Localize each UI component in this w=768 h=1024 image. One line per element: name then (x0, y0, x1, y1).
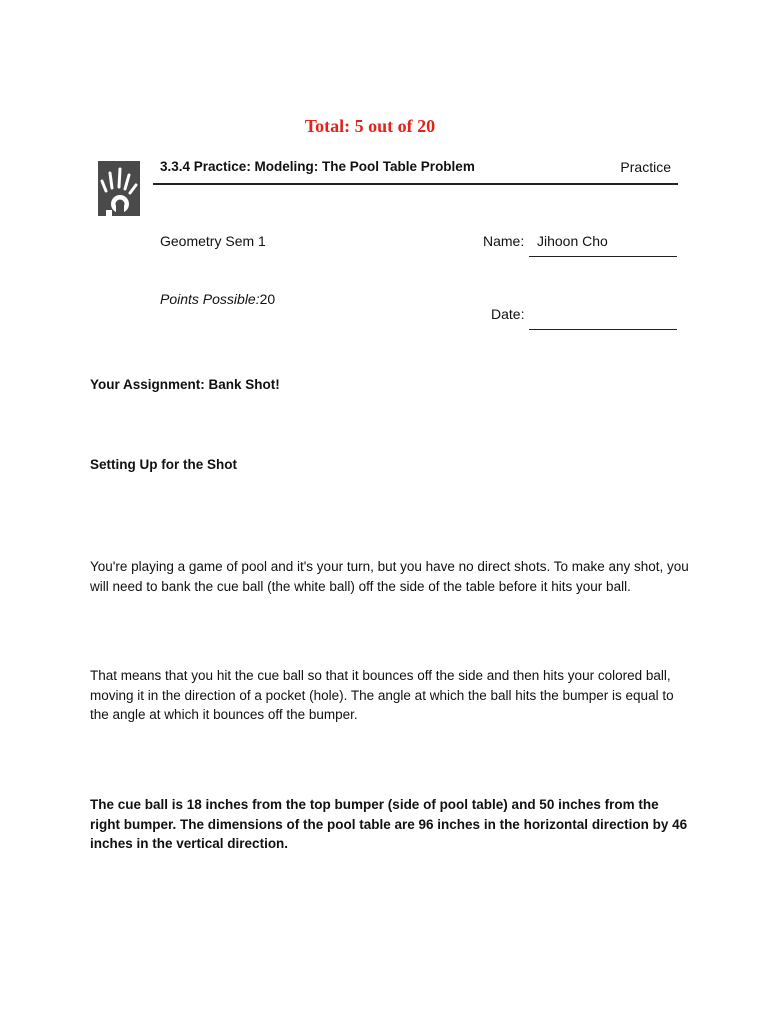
name-value: Jihoon Cho (537, 233, 608, 249)
score-total: Total: 5 out of 20 (304, 116, 436, 136)
name-field[interactable] (529, 226, 677, 257)
points-possible-value: 20 (259, 291, 276, 307)
sun-burst-hand-logo-icon (98, 161, 140, 216)
assignment-title: 3.3.4 Practice: Modeling: The Pool Table Problem (160, 159, 475, 174)
name-label: Name: (483, 233, 525, 249)
assignment-heading: Your Assignment: Bank Shot! (90, 377, 280, 392)
assignment-type: Practice (620, 159, 671, 175)
date-label: Date: (491, 306, 525, 322)
date-field[interactable] (529, 299, 677, 330)
header-divider (153, 183, 678, 185)
points-possible-label: Points Possible: (160, 291, 260, 307)
paragraph-table-dimensions: The cue ball is 18 inches from the top bumper (side of pool table) and 50 inches from the right bumper. The dimensions of the pool table are 96 inches in the horizontal direction by 46 inches in the vertical direction. (90, 797, 688, 851)
points-possible (160, 291, 275, 307)
course-name: Geometry Sem 1 (160, 233, 266, 249)
setup-heading: Setting Up for the Shot (90, 457, 237, 472)
paragraph-bank-shot: You're playing a game of pool and it's your turn, but you have no direct shots. To make any shot, you will need to bank the cue ball (the white ball) off the side of the table before it hits your ball. (90, 559, 689, 594)
paragraph-bounce-angle: That means that you hit the cue ball so that it bounces off the side and then hits your colored ball, moving it in the direction of a pocket (hole). The angle at which the ball hits the bumper is equal to the angle at which it bounces off the bumper. (90, 668, 674, 722)
